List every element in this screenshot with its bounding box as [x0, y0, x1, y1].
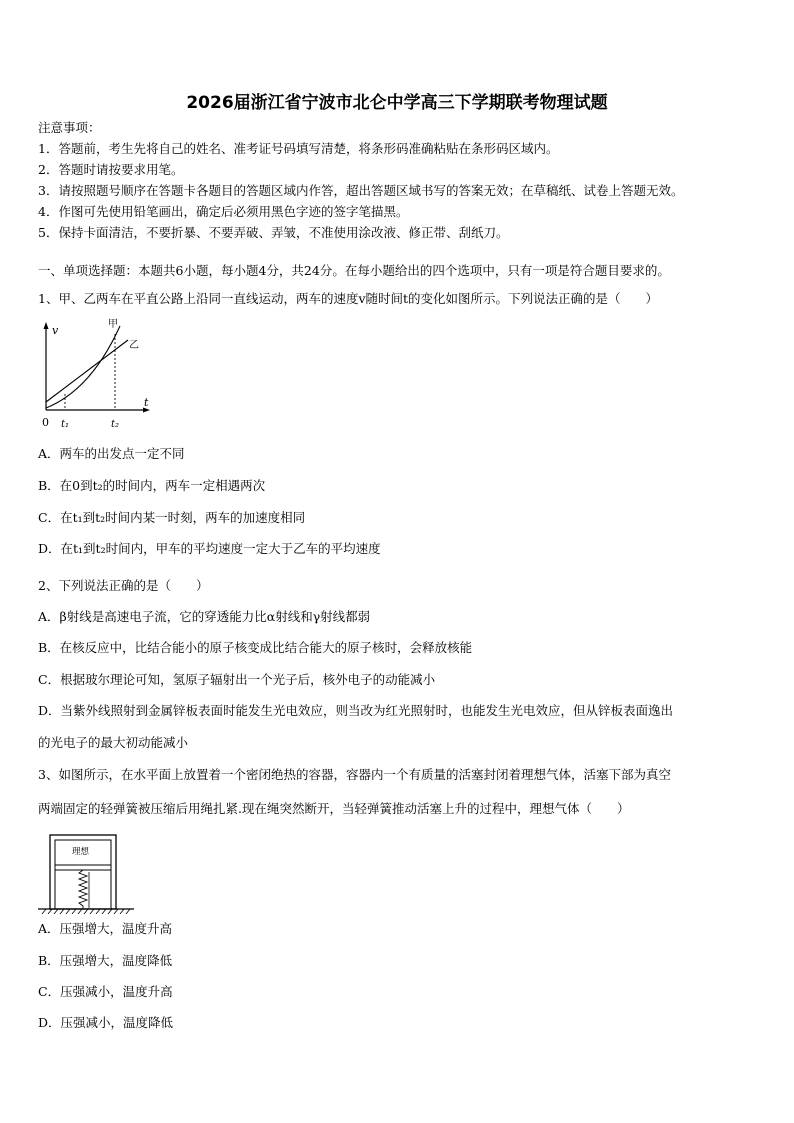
question-3-option-c: C．压强减小，温度升高 — [38, 984, 173, 999]
note-item: 3．请按照题号顺序在答题卡各题目的答题区域内作答，超出答题区域书写的答案无效；在草稿纸、试卷上答题无效。 — [38, 183, 684, 198]
question-1-option-c: C．在t₁到t₂时间内某一时刻，两车的加速度相同 — [38, 510, 306, 525]
question-2-option-d: D．当紫外线照射到金属锌板表面时能发生光电效应，则当改为红光照射时，也能发生光电效应，但从锌板表面逸出 — [38, 703, 674, 718]
question-1-option-a: A．两车的出发点一定不同 — [38, 446, 185, 461]
question-1-option-b: B．在0到t₂的时间内，两车一定相遇两次 — [38, 478, 266, 493]
note-item: 4．作图可先使用铅笔画出，确定后必须用黑色字迹的签字笔描黑。 — [38, 204, 409, 219]
velocity-time-graph — [36, 318, 156, 434]
question-3-option-d: D．压强减小，温度降低 — [38, 1015, 174, 1030]
spring — [79, 870, 87, 909]
notes-heading: 注意事项： — [38, 120, 101, 135]
section-heading: 一、单项选择题：本题共6小题，每小题4分，共24分。在每小题给出的四个选项中，只有一项是符合题目要求的。 — [38, 263, 670, 278]
question-1-option-d: D．在t₁到t₂时间内，甲车的平均速度一定大于乙车的平均速度 — [38, 541, 381, 556]
question-3-stem-line-2: 两端固定的轻弹簧被压缩后用绳扎紧.现在绳突然断开，当轻弹簧推动活塞上升的过程中，理想气体（ ） — [38, 801, 630, 816]
container-piston-figure — [38, 832, 138, 914]
note-item: 2．答题时请按要求用笔。 — [38, 162, 184, 177]
v-axis-arrow — [44, 322, 49, 329]
page-title: 2026届浙江省宁波市北仑中学高三下学期联考物理试题 — [186, 93, 608, 113]
question-2-option-a: A．β射线是高速电子流，它的穿透能力比α射线和γ射线都弱 — [38, 609, 371, 624]
v-label: v — [52, 324, 59, 337]
t-label: t — [144, 396, 149, 409]
question-1-stem: 1、甲、乙两车在平直公路上沿同一直线运动，两车的速度v随时间t的变化如图所示。下列说法正确的是（ ） — [38, 291, 659, 306]
question-3-stem-line-1: 3、如图所示，在水平面上放置着一个密闭绝热的容器，容器内一个有质量的活塞封闭着理想气体，活塞下部为真空 — [38, 767, 671, 782]
piston — [55, 865, 111, 870]
question-3-option-b: B．压强增大，温度降低 — [38, 953, 173, 968]
curve-jia — [46, 326, 120, 408]
gas-label: 理想 — [72, 847, 90, 857]
origin-label: 0 — [42, 416, 49, 429]
jia-label: 甲 — [108, 319, 118, 330]
question-3-option-a: A．压强增大，温度升高 — [38, 921, 173, 936]
question-2-option-d-continued: 的光电子的最大初动能减小 — [38, 735, 189, 750]
question-2-option-c: C．根据玻尔理论可知，氢原子辐射出一个光子后，核外电子的动能减小 — [38, 672, 436, 687]
note-item: 5．保持卡面清洁，不要折暴、不要弄破、弄皱，不准使用涂改液、修正带、刮纸刀。 — [38, 225, 509, 240]
note-item: 1．答题前，考生先将自己的姓名、准考证号码填写清楚，将条形码准确粘贴在条形码区域内。 — [38, 141, 559, 156]
question-2-stem: 2、下列说法正确的是（ ） — [38, 578, 209, 593]
t2-label: t₂ — [111, 419, 120, 430]
yi-label: 乙 — [129, 340, 139, 351]
question-2-option-b: B．在核反应中，比结合能小的原子核变成比结合能大的原子核时，会释放核能 — [38, 640, 473, 655]
ground-hatch — [42, 909, 130, 914]
t1-label: t₁ — [61, 419, 70, 430]
line-yi — [46, 340, 128, 402]
